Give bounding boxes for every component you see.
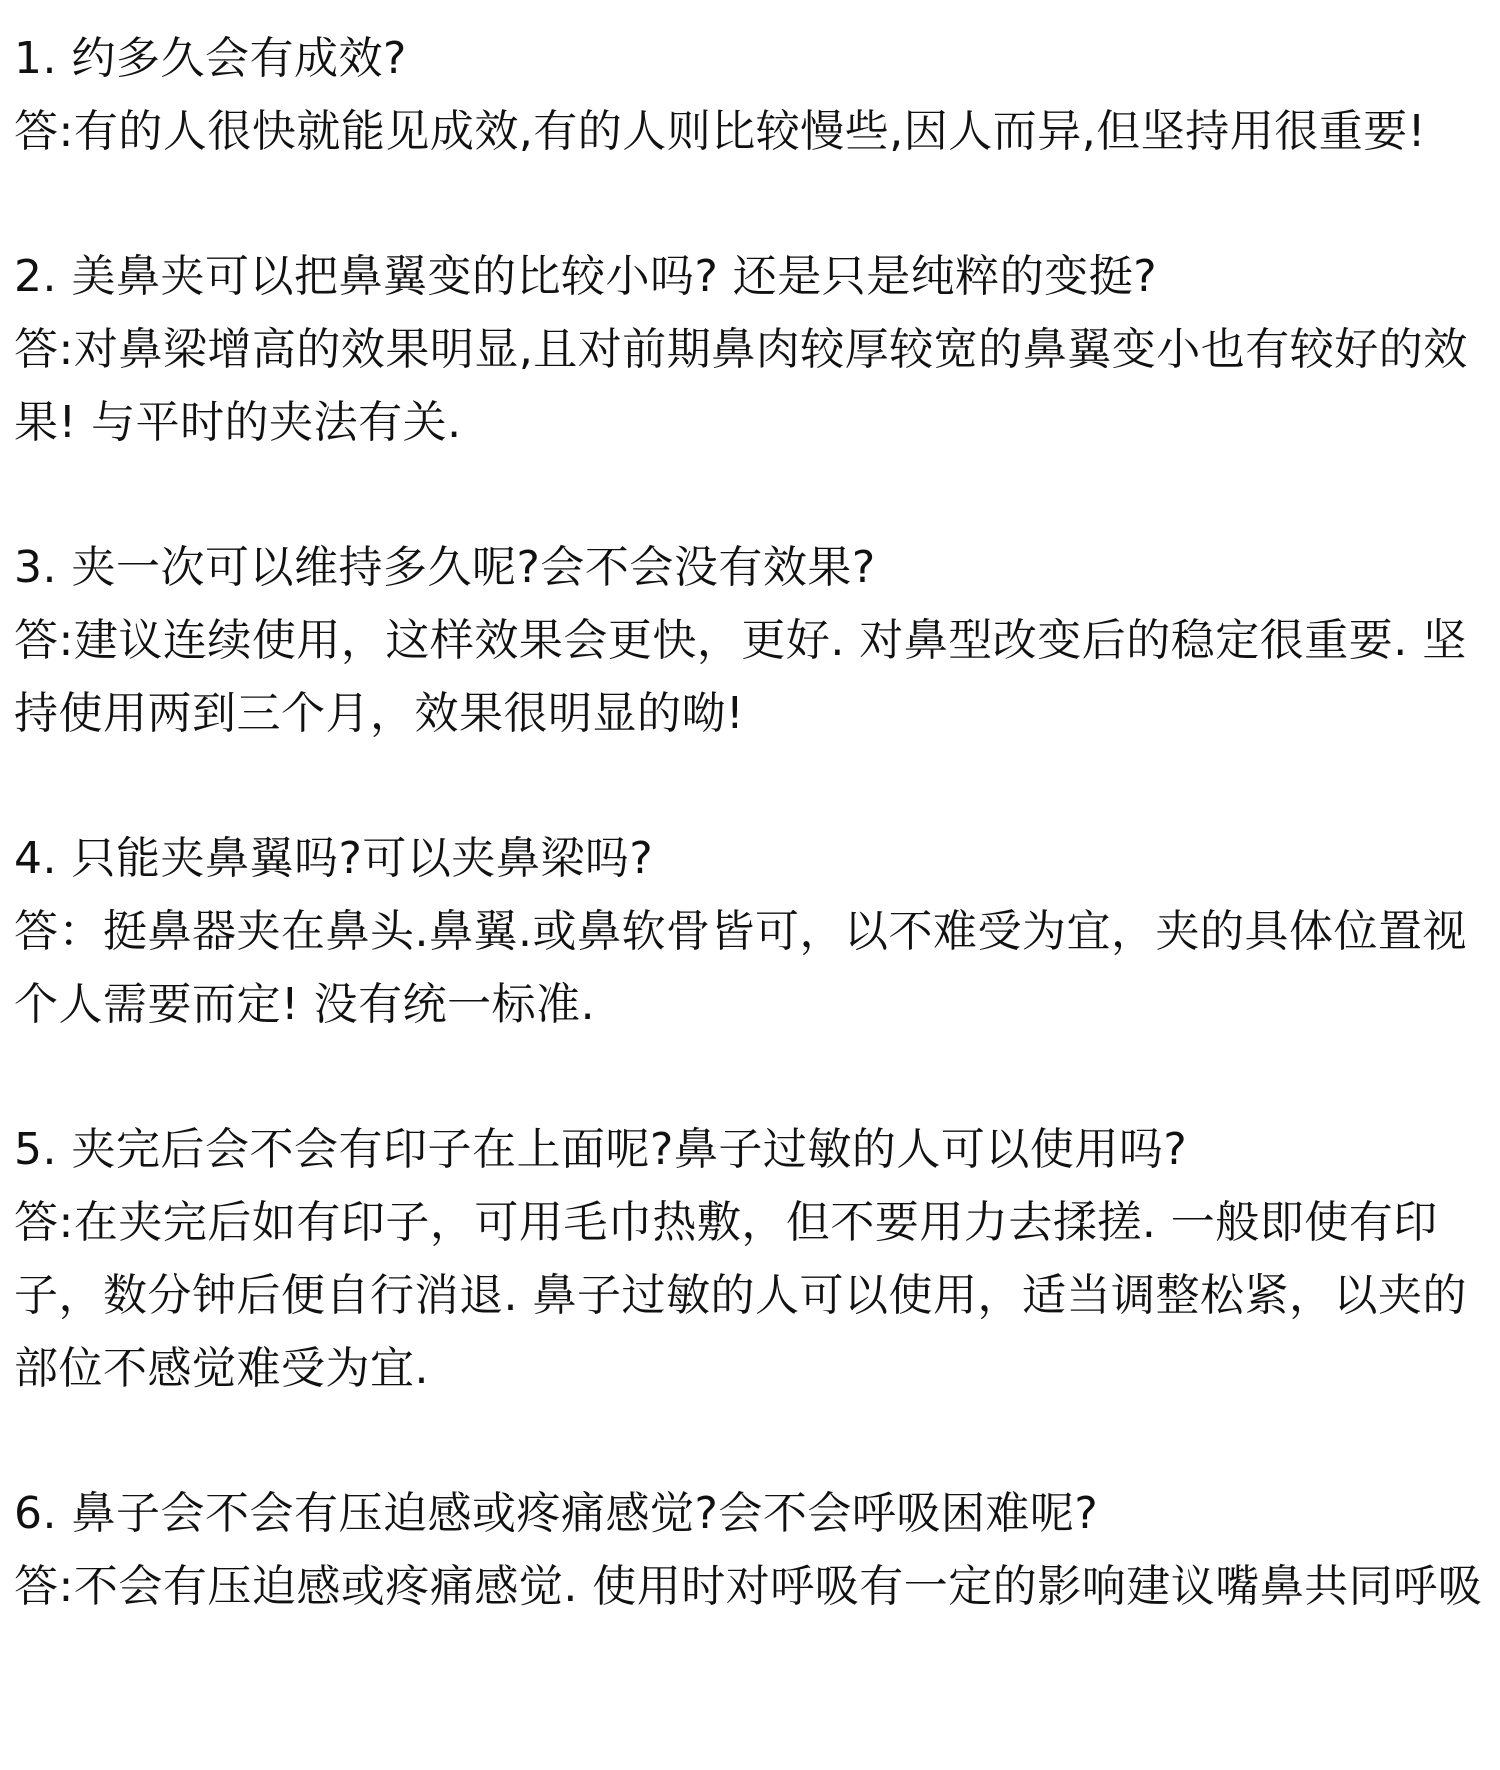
faq-answer: 答:建议连续使用，这样效果会更快，更好. 对鼻型改变后的稳定很重要. 坚持使用两到三个月，效果很明显的呦! (14, 615, 1467, 739)
faq-item-5 (14, 1113, 1486, 1405)
faq-item-3 (14, 531, 1486, 750)
faq-answer: 答:对鼻梁增高的效果明显,且对前期鼻肉较厚较宽的鼻翼变小也有较好的效果! 与平时的夹法有关. (14, 324, 1468, 448)
faq-item-2 (14, 240, 1486, 459)
faq-list (14, 22, 1486, 1695)
faq-question: 4. 只能夹鼻翼吗?可以夹鼻梁吗? (14, 833, 654, 884)
faq-question: 6. 鼻子会不会有压迫感或疼痛感觉?会不会呼吸困难呢? (14, 1488, 1099, 1539)
faq-answer: 答:不会有压迫感或疼痛感觉. 使用时对呼吸有一定的影响建议嘴鼻共同呼吸 (14, 1561, 1483, 1612)
faq-question: 2. 美鼻夹可以把鼻翼变的比较小吗? 还是只是纯粹的变挺? (14, 251, 1158, 302)
faq-question: 3. 夹一次可以维持多久呢?会不会没有效果? (14, 542, 876, 593)
faq-item-4 (14, 822, 1486, 1041)
faq-item-6 (14, 1477, 1486, 1623)
faq-question: 5. 夹完后会不会有印子在上面呢?鼻子过敏的人可以使用吗? (14, 1124, 1188, 1175)
faq-answer: 答:有的人很快就能见成效,有的人则比较慢些,因人而异,但坚持用很重要! (14, 106, 1426, 157)
faq-answer: 答:在夹完后如有印子，可用毛巾热敷，但不要用力去揉搓. 一般即使有印子，数分钟后便自行消退. 鼻子过敏的人可以使用，适当调整松紧，以夹的部位不感觉难受为宜. (14, 1197, 1467, 1394)
faq-item-1 (14, 22, 1486, 168)
faq-question: 1. 约多久会有成效? (14, 33, 407, 84)
faq-answer: 答：挺鼻器夹在鼻头.鼻翼.或鼻软骨皆可，以不难受为宜，夹的具体位置视个人需要而定! 没有统一标准. (14, 906, 1467, 1030)
